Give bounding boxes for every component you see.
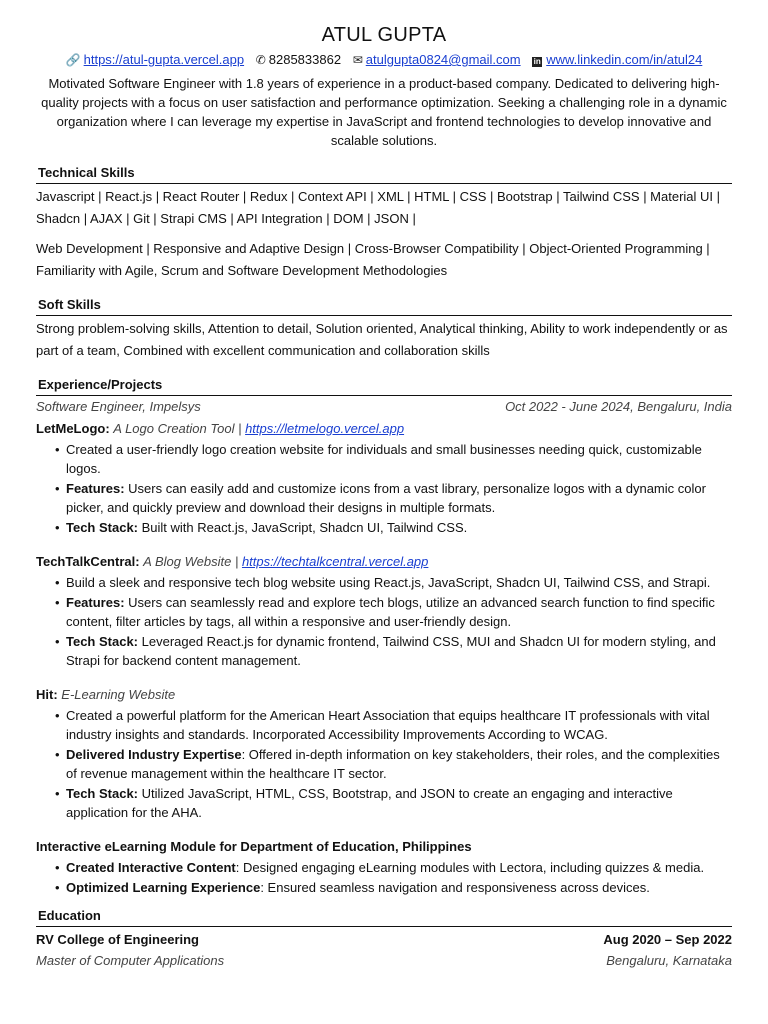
list-item [66, 858, 732, 877]
summary-text: Motivated Software Engineer with 1.8 years of experience in a product-based company. Dedicated to delivering high-quality projects with a focus on user satisfaction and performance optimization. Seeking a challenging role in a dynamic organization where I can leverage my expertise in JavaScript and frontend technologies to develop innovative and scalable solutions. [41, 76, 727, 148]
bullet-label: Created Interactive Content [66, 860, 236, 875]
link-icon: 🔗 [65, 53, 81, 67]
bullet-text: Leveraged React.js for dynamic frontend, Tailwind CSS, MUI and Shadcn UI for modern styling, and Strapi for backend content management. [66, 634, 716, 668]
bullet-text: Build a sleek and responsive tech blog website using React.js, JavaScript, Shadcn UI, Tailwind CSS, and Strapi. [66, 575, 711, 590]
project-subtitle: A Logo Creation Tool | [113, 421, 242, 436]
technical-skills-line-2: Web Development | Responsive and Adaptive Design | Cross-Browser Compatibility | Object-Oriented Programming | Familiarity with Agile, Scrum and Software Development Methodologies [36, 241, 710, 278]
project-name: Hit: [36, 687, 58, 702]
bullet-text: : Designed engaging eLearning modules with Lectora, including quizzes & media. [235, 860, 705, 875]
list-item [66, 593, 732, 631]
education-school: RV College of Engineering [36, 932, 200, 947]
contact-bar [36, 51, 732, 69]
list-item [66, 745, 732, 783]
list-item [66, 573, 732, 592]
bullet-text: Created a user-friendly logo creation website for individuals and small businesses needing quick, customizable logos. [66, 442, 702, 476]
linkedin-icon: in [533, 57, 541, 66]
education-school-row [36, 929, 732, 950]
list-item [66, 440, 732, 478]
linkedin-link[interactable]: www.linkedin.com/in/atul24 [546, 52, 703, 67]
email-link[interactable]: atulgupta0824@gmail.com [365, 52, 521, 67]
project-name: TechTalkCentral: [36, 554, 140, 569]
education-degree: Master of Computer Applications [36, 953, 225, 968]
education-location: Bengaluru, Karnataka [606, 953, 732, 968]
list-item [66, 706, 732, 744]
soft-skills-heading: Soft Skills [36, 296, 732, 316]
list-item [66, 479, 732, 517]
portfolio-link[interactable]: https://atul-gupta.vercel.app [83, 52, 245, 67]
project-title-deped [36, 837, 732, 857]
bullet-text: Created a powerful platform for the American Heart Association that equips healthcare IT professionals with vital industry insights and standards. Incorporated Accessibility Improvements According to WCAG. [66, 708, 710, 742]
phone-icon: ✆ [255, 53, 266, 67]
list-item [66, 878, 732, 897]
project-name: Interactive eLearning Module for Department of Education, Philippines [36, 839, 472, 854]
bullet-text: Users can seamlessly read and explore tech blogs, utilize an advanced search function to find specific content, filter articles by tags, all within a responsive and user-friendly design. [66, 595, 715, 629]
phone-number: 8285833862 [268, 52, 342, 67]
bullet-text: Utilized JavaScript, HTML, CSS, Bootstrap, and JSON to create an engaging and interactive application for the AHA. [66, 786, 673, 820]
project-subtitle: E-Learning Website [61, 687, 176, 702]
candidate-name: ATUL GUPTA [321, 24, 447, 46]
project-bullets [36, 573, 732, 670]
bullet-text: : Ensured seamless navigation and responsiveness across devices. [260, 880, 650, 895]
project-bullets [36, 440, 732, 537]
resume-page [36, 22, 732, 971]
technical-skills-heading: Technical Skills [36, 164, 732, 184]
experience-dates: Oct 2022 - June 2024, Bengaluru, India [505, 399, 732, 414]
project-title-hit [36, 685, 732, 705]
project-title-letmelogo [36, 419, 732, 439]
soft-skills-text: Strong problem-solving skills, Attention to detail, Solution oriented, Analytical thinking, Ability to work independently or as part of a team, Combined with excellent communication and collaboration skills [36, 321, 728, 358]
project-subtitle: A Blog Website | [143, 554, 239, 569]
bullet-label: Optimized Learning Experience [66, 880, 261, 895]
education-dates: Aug 2020 – Sep 2022 [603, 932, 732, 947]
list-item [66, 784, 732, 822]
list-item [66, 632, 732, 670]
bullet-label: Tech Stack: [66, 786, 139, 801]
bullet-label: Features: [66, 595, 125, 610]
bullet-text: : Offered in-depth information on key stakeholders, their roles, and the complexities of revenue management within the healthcare IT sector. [66, 747, 720, 781]
bullet-text: Users can easily add and customize icons from a vast library, personalize logos with a dynamic color picker, and quickly preview and download their designs in multiple formats. [66, 481, 706, 515]
bullet-text: Built with React.js, JavaScript, Shadcn UI, Tailwind CSS. [138, 520, 468, 535]
project-title-techtalkcentral [36, 552, 732, 572]
experience-role: Software Engineer, Impelsys [36, 399, 201, 414]
technical-skills-line-1: Javascript | React.js | React Router | Redux | Context API | XML | HTML | CSS | Bootstrap | Tailwind CSS | Material UI | Shadcn | AJAX | Git | Strapi CMS | API Integration | DOM | JSON | [36, 189, 721, 226]
bullet-label: Tech Stack: [66, 520, 139, 535]
bullet-label: Delivered Industry Expertise [66, 747, 242, 762]
project-bullets [36, 858, 732, 897]
bullet-label: Features: [66, 481, 125, 496]
experience-heading: Experience/Projects [36, 376, 732, 396]
experience-role-row [36, 396, 732, 417]
bullet-label: Tech Stack: [66, 634, 139, 649]
envelope-icon: ✉ [352, 53, 363, 67]
project-bullets [36, 706, 732, 822]
list-item [66, 518, 732, 537]
education-degree-row [36, 950, 732, 971]
project-link[interactable]: https://techtalkcentral.vercel.app [241, 554, 429, 569]
project-link[interactable]: https://letmelogo.vercel.app [245, 421, 405, 436]
education-heading: Education [36, 907, 732, 927]
project-name: LetMeLogo: [36, 421, 110, 436]
